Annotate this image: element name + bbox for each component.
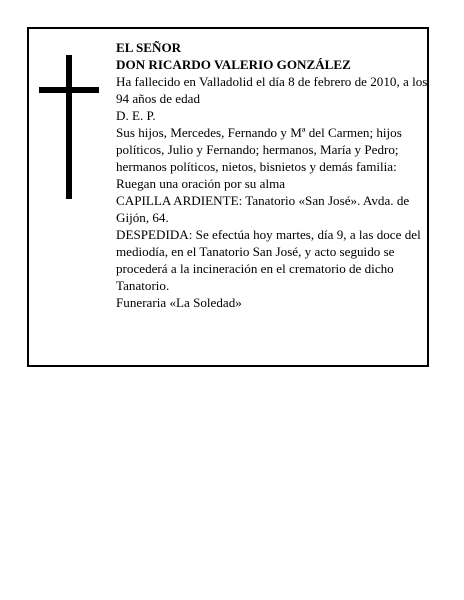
notice-text [116,39,428,311]
deceased-name: DON RICARDO VALERIO GONZÁLEZ [116,57,351,72]
prayer-request: Ruegan una oración por su alma [116,176,286,191]
family-list: Sus hijos, Mercedes, Fernando y Mª del Carmen; hijos políticos, Julio y Fernando; hermanos, María y Pedro; hermanos políticos, nietos, bisnietos y demás familia: [116,125,402,174]
cross-horizontal-bar [39,87,99,93]
cross-icon [39,55,99,199]
obituary-notice [27,27,429,367]
death-info: Ha fallecido en Valladolid el día 8 de febrero de 2010, a los 94 años de edad [116,74,428,106]
rest-in-peace: D. E. P. [116,108,156,123]
funeral-home: Funeraria «La Soledad» [116,295,242,310]
cross-vertical-bar [66,55,72,199]
funeral-chapel: CAPILLA ARDIENTE: Tanatorio «San José». Avda. de Gijón, 64. [116,193,410,225]
farewell-details: DESPEDIDA: Se efectúa hoy martes, día 9, a las doce del mediodía, en el Tanatorio San José, y acto seguido se procederá a la incineración en el crematorio de dicho Tanatorio. [116,227,421,293]
heading-title: EL SEÑOR [116,40,182,55]
